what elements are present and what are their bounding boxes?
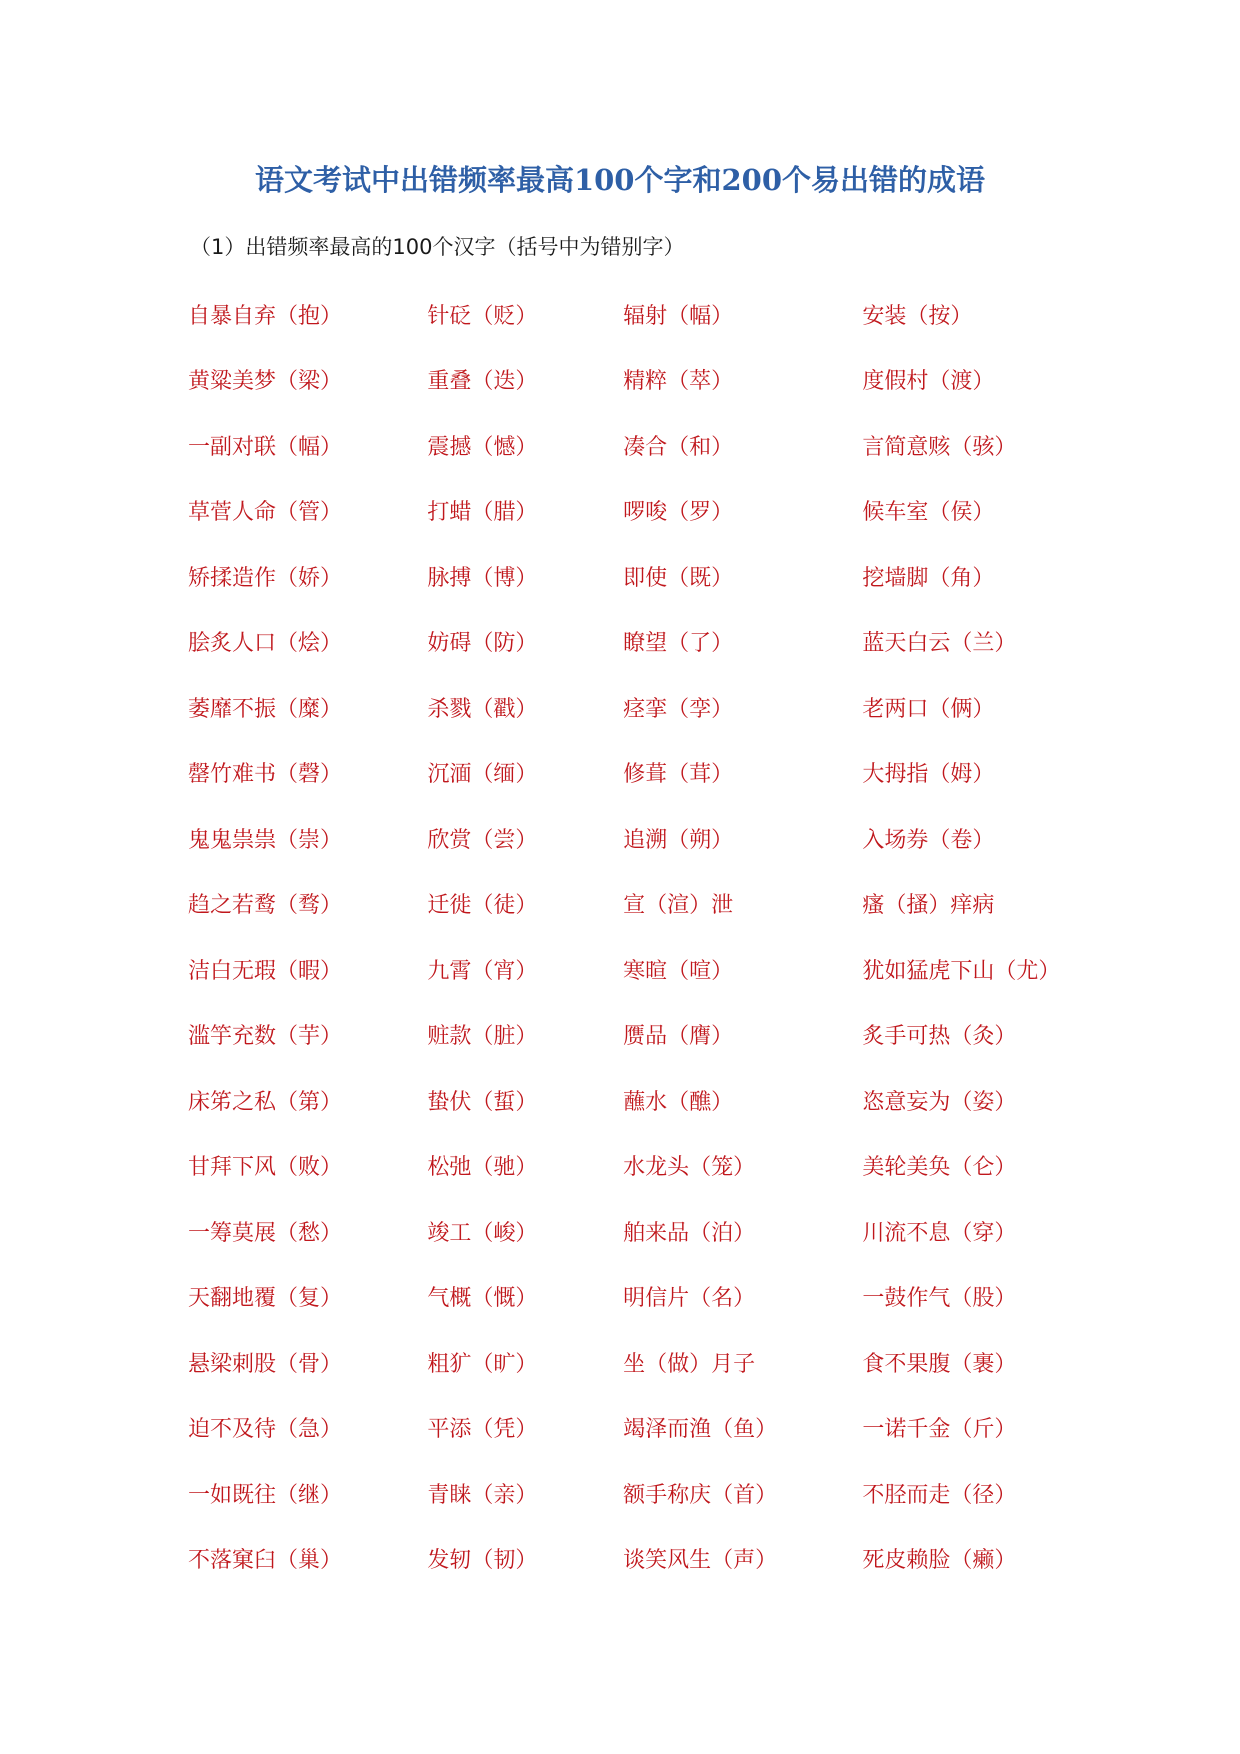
word-entry: 欣赏（尝） (427, 827, 538, 853)
word-entry: 矫揉造作（娇） (188, 565, 343, 591)
word-entry: 打蜡（腊） (427, 500, 538, 526)
word-entry: 罄竹难书（磬） (188, 762, 343, 788)
word-entry: 美轮美奂（仑） (862, 1155, 1017, 1181)
word-entry: 候车室（侯） (862, 500, 995, 526)
word-entry: 床笫之私（第） (188, 1089, 343, 1115)
word-entry: 重叠（迭） (427, 369, 538, 395)
word-entry: 一副对联（幅） (188, 434, 343, 460)
word-entry: 瘙（搔）痒病 (862, 893, 995, 919)
word-entry: 挖墙脚（角） (862, 565, 995, 591)
table-row (178, 1201, 1078, 1267)
word-entry: 犹如猛虎下山（尤） (862, 958, 1061, 984)
word-entry: 恣意妄为（姿） (862, 1089, 1017, 1115)
page-title: 语文考试中出错频率最高100个字和200个易出错的成语 (254, 163, 986, 197)
table-row (178, 743, 1078, 809)
word-entry: 炙手可热（灸） (862, 1024, 1017, 1050)
word-entry: 精粹（萃） (623, 369, 734, 395)
table-row (178, 1136, 1078, 1202)
word-entry: 瞭望（了） (623, 631, 734, 657)
table-row (178, 1463, 1078, 1529)
word-entry: 蓝天白云（兰） (862, 631, 1017, 657)
table-row (178, 1398, 1078, 1464)
word-entry: 蘸水（醮） (623, 1089, 734, 1115)
word-entry: 一鼓作气（股） (862, 1286, 1017, 1312)
word-entry: 沉湎（缅） (427, 762, 538, 788)
word-entry: 萎靡不振（糜） (188, 696, 343, 722)
word-entry: 九霄（宵） (427, 958, 538, 984)
word-entry: 凑合（和） (623, 434, 734, 460)
word-entry: 不落窠臼（巢） (188, 1548, 343, 1574)
word-entry: 自暴自弃（抱） (188, 303, 343, 329)
word-entry: 松弛（驰） (427, 1155, 538, 1181)
word-entry: 坐（做）月子 (623, 1351, 756, 1377)
word-entry: 一诺千金（斤） (862, 1417, 1017, 1443)
word-entry: 草菅人命（管） (188, 500, 343, 526)
word-entry: 青睐（亲） (427, 1482, 538, 1508)
word-entry: 啰唆（罗） (623, 500, 734, 526)
table-row (178, 874, 1078, 940)
table-row (178, 677, 1078, 743)
table-row (178, 808, 1078, 874)
word-entry: 度假村（渡） (862, 369, 995, 395)
word-entry: 言简意赅（骇） (862, 434, 1017, 460)
word-entry: 滥竽充数（芋） (188, 1024, 343, 1050)
word-entry: 洁白无瑕（暇） (188, 958, 343, 984)
word-entry: 食不果腹（裹） (862, 1351, 1017, 1377)
table-row (178, 1267, 1078, 1333)
word-entry: 甘拜下风（败） (188, 1155, 343, 1181)
word-entry: 蛰伏（蜇） (427, 1089, 538, 1115)
word-entry: 老两口（俩） (862, 696, 995, 722)
table-row (178, 284, 1078, 350)
word-entry: 大拇指（姆） (862, 762, 995, 788)
table-row (178, 481, 1078, 547)
word-entry: 针砭（贬） (427, 303, 538, 329)
word-entry: 死皮赖脸（癞） (862, 1548, 1017, 1574)
word-entry: 鬼鬼祟祟（崇） (188, 827, 343, 853)
word-entry: 迁徙（徒） (427, 893, 538, 919)
word-entry: 寒暄（喧） (623, 958, 734, 984)
table-row (178, 1005, 1078, 1071)
word-entry: 谈笑风生（声） (623, 1548, 778, 1574)
word-entry: 辐射（幅） (623, 303, 734, 329)
word-entry: 赃款（脏） (427, 1024, 538, 1050)
word-entry: 水龙头（笼） (623, 1155, 756, 1181)
word-entry: 平添（凭） (427, 1417, 538, 1443)
word-entry: 迫不及待（急） (188, 1417, 343, 1443)
word-entry: 妨碍（防） (427, 631, 538, 657)
word-table (178, 284, 1078, 1594)
word-entry: 气概（慨） (427, 1286, 538, 1312)
word-entry: 一如既往（继） (188, 1482, 343, 1508)
word-entry: 一筹莫展（愁） (188, 1220, 343, 1246)
word-entry: 趋之若鹜（骛） (188, 893, 343, 919)
table-row (178, 612, 1078, 678)
word-entry: 脉搏（博） (427, 565, 538, 591)
table-row (178, 939, 1078, 1005)
word-entry: 脍炙人口（烩） (188, 631, 343, 657)
table-row (178, 350, 1078, 416)
word-entry: 竭泽而渔（鱼） (623, 1417, 778, 1443)
word-entry: 黄粱美梦（梁） (188, 369, 343, 395)
word-entry: 悬梁刺股（骨） (188, 1351, 343, 1377)
word-entry: 痉挛（孪） (623, 696, 734, 722)
word-entry: 竣工（峻） (427, 1220, 538, 1246)
table-row (178, 1529, 1078, 1595)
table-row (178, 1332, 1078, 1398)
word-entry: 震撼（憾） (427, 434, 538, 460)
word-entry: 舶来品（泊） (623, 1220, 756, 1246)
word-entry: 追溯（朔） (623, 827, 734, 853)
word-entry: 杀戮（戳） (427, 696, 538, 722)
word-entry: 即使（既） (623, 565, 734, 591)
word-entry: 不胫而走（径） (862, 1482, 1017, 1508)
word-entry: 粗犷（旷） (427, 1351, 538, 1377)
word-entry: 入场券（卷） (862, 827, 995, 853)
word-entry: 安装（按） (862, 303, 973, 329)
table-row (178, 415, 1078, 481)
section-subtitle: （1）出错频率最高的100个汉字（括号中为错别字） (190, 235, 685, 259)
word-entry: 修葺（茸） (623, 762, 734, 788)
word-entry: 天翻地覆（复） (188, 1286, 343, 1312)
table-row (178, 1070, 1078, 1136)
word-entry: 川流不息（穿） (862, 1220, 1017, 1246)
word-entry: 额手称庆（首） (623, 1482, 778, 1508)
word-entry: 明信片（名） (623, 1286, 756, 1312)
table-row (178, 546, 1078, 612)
word-entry: 发轫（韧） (427, 1548, 538, 1574)
word-entry: 宣（渲）泄 (623, 893, 734, 919)
word-entry: 赝品（膺） (623, 1024, 734, 1050)
